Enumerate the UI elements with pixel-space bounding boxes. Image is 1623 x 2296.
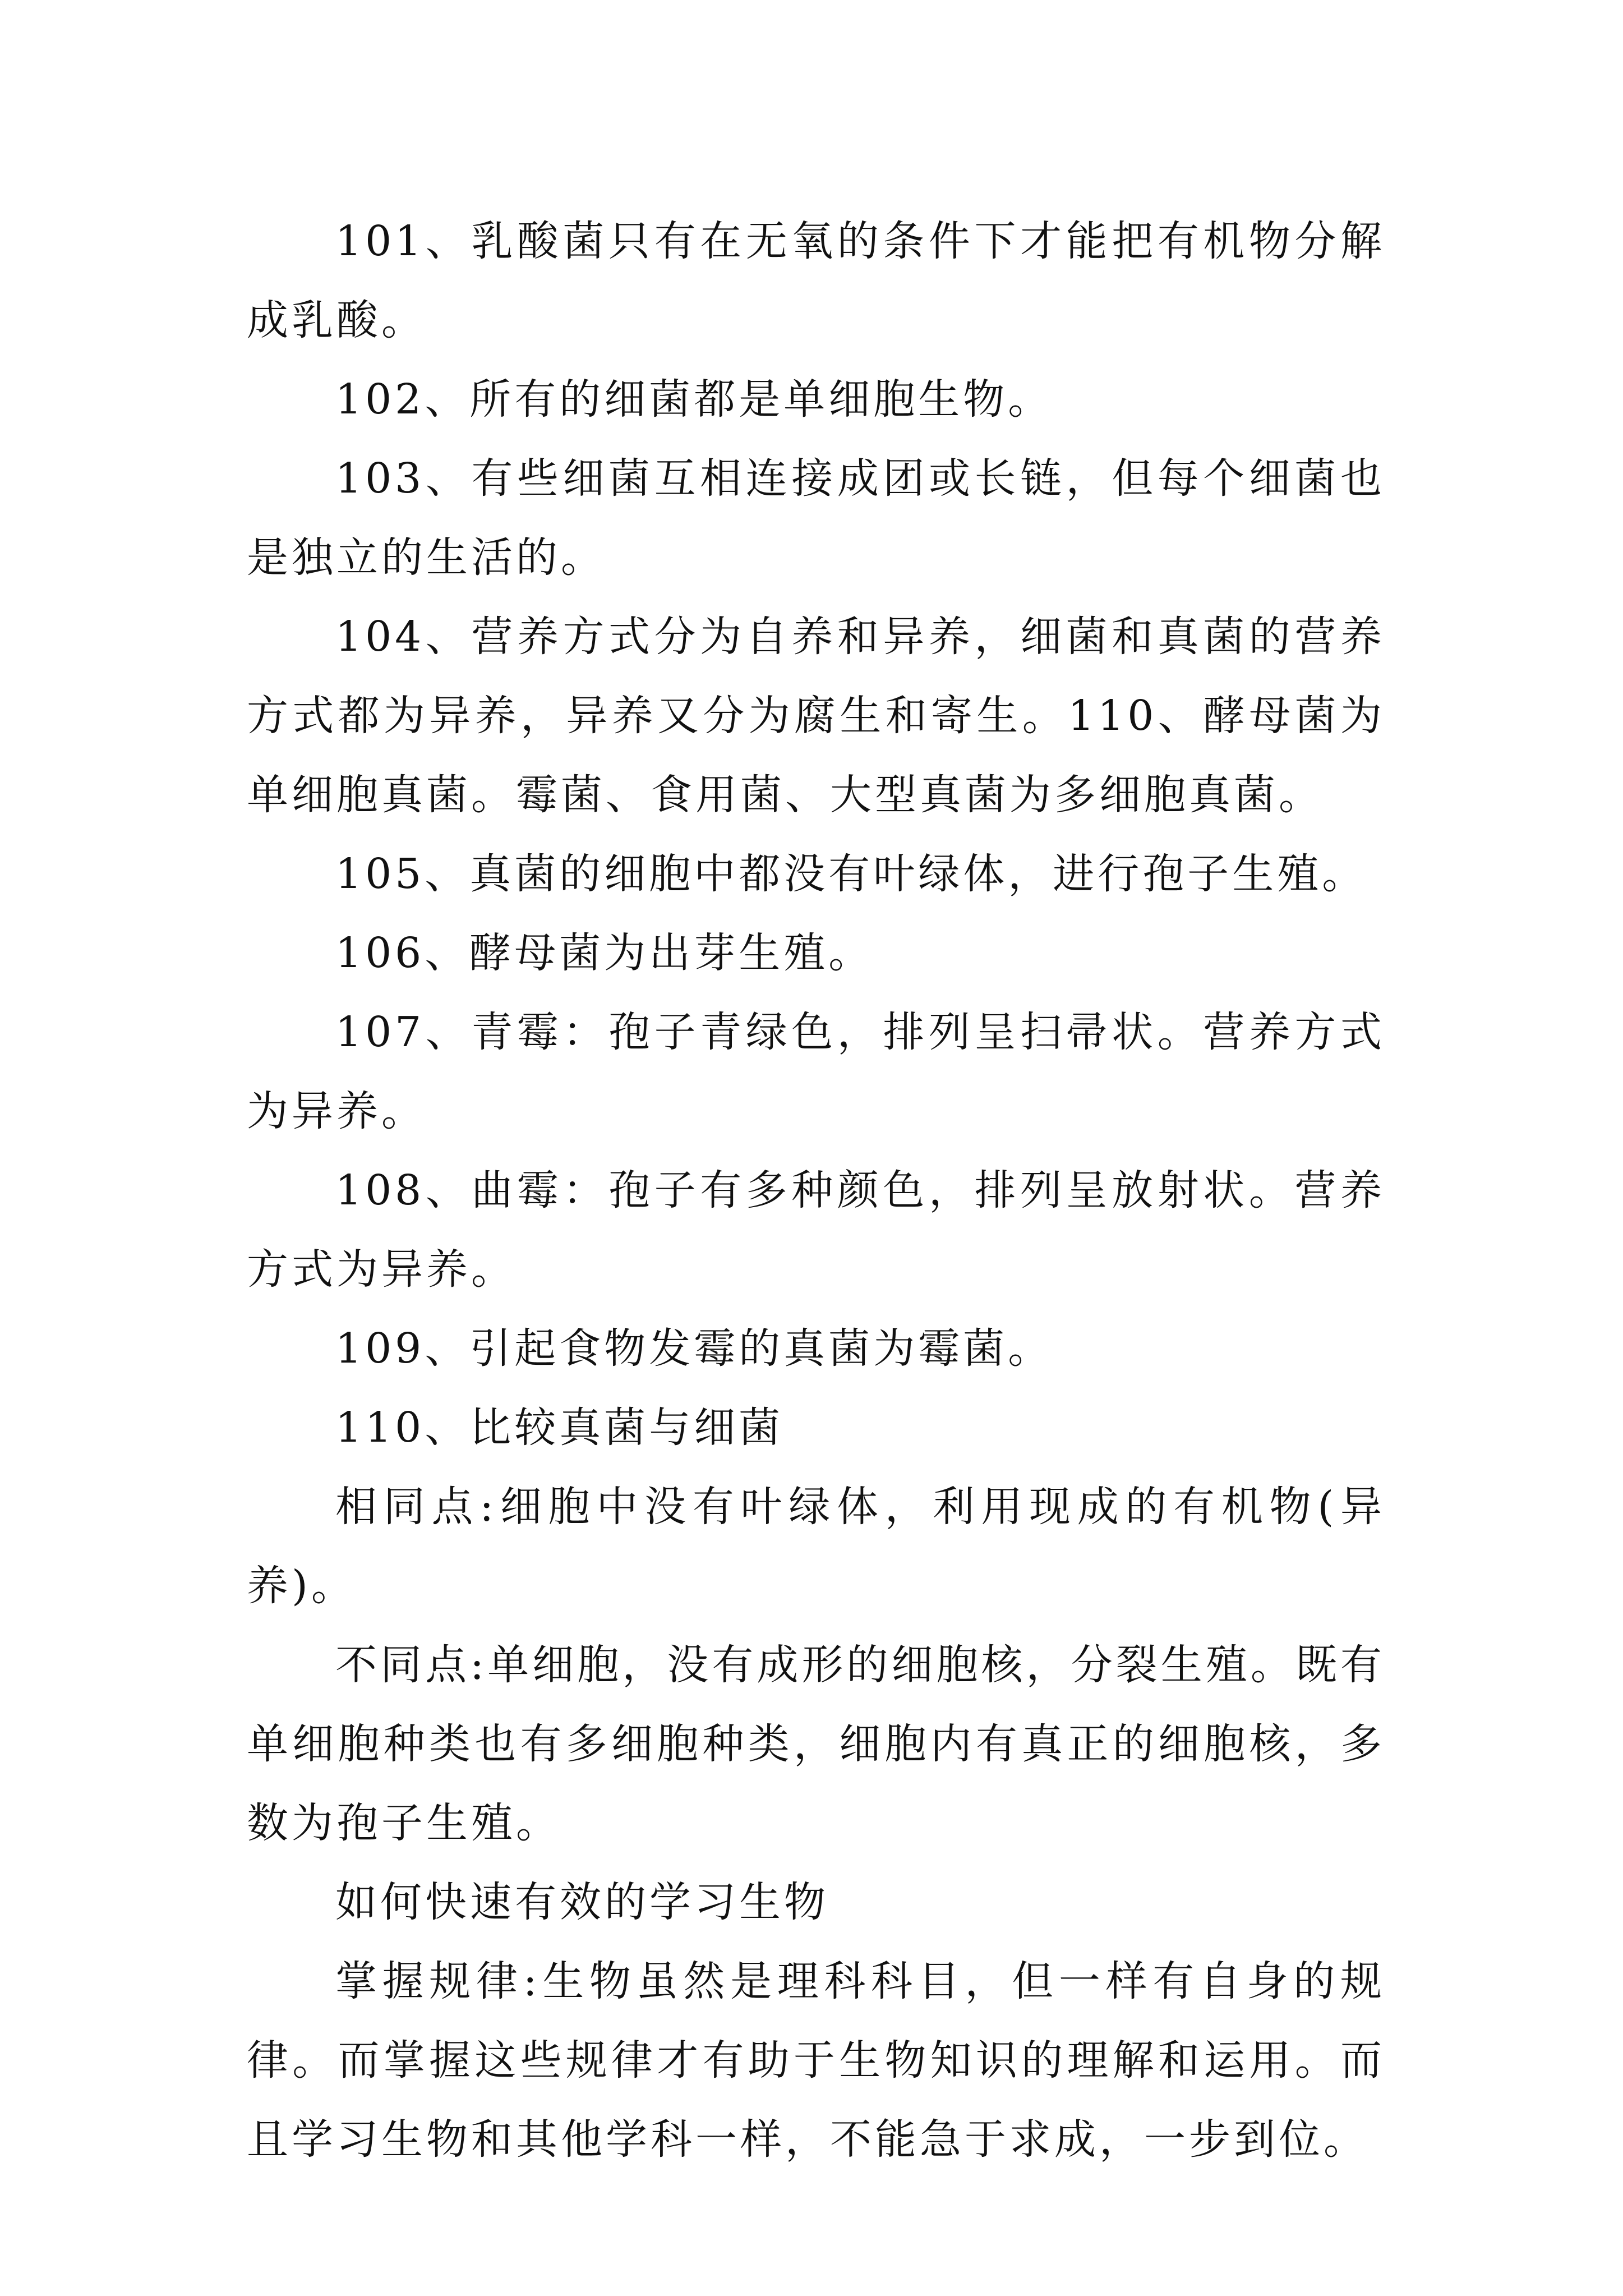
paragraph-study-tips: 掌握规律:生物虽然是理科科目，但一样有自身的规律。而掌握这些规律才有助于生物知识的理解和运用。而且学习生物和其他学科一样，不能急于求成，一步到位。 bbox=[247, 1957, 1385, 2164]
paragraph-102: 102、所有的细菌都是单细胞生物。 bbox=[335, 375, 1053, 424]
paragraph-106: 106、酵母菌为出芽生殖。 bbox=[335, 929, 874, 977]
paragraph-differences: 不同点:单细胞，没有成形的细胞核，分裂生殖。既有单细胞种类也有多细胞种类，细胞内有真正的细胞核，多数为孢子生殖。 bbox=[247, 1641, 1385, 1847]
paragraph-101: 101、乳酸菌只有在无氧的条件下才能把有机物分解成乳酸。 bbox=[247, 217, 1385, 344]
paragraph-104: 104、营养方式分为自养和异养，细菌和真菌的营养方式都为异养，异养又分为腐生和寄生。110、酵母菌为单细胞真菌。霉菌、食用菌、大型真菌为多细胞真菌。 bbox=[247, 613, 1385, 819]
paragraph-similarities: 相同点:细胞中没有叶绿体，利用现成的有机物(异养)。 bbox=[247, 1483, 1385, 1610]
document-body bbox=[247, 202, 1385, 2179]
paragraph-110: 110、比较真菌与细菌 bbox=[335, 1404, 784, 1452]
section-heading: 如何快速有效的学习生物 bbox=[335, 1878, 829, 1926]
paragraph-107: 107、青霉：孢子青绿色，排列呈扫帚状。营养方式为异养。 bbox=[247, 1008, 1385, 1135]
paragraph-103: 103、有些细菌互相连接成团或长链，但每个细菌也是独立的生活的。 bbox=[247, 454, 1385, 582]
paragraph-105: 105、真菌的细胞中都没有叶绿体，进行孢子生殖。 bbox=[335, 850, 1367, 898]
paragraph-109: 109、引起食物发霉的真菌为霉菌。 bbox=[335, 1324, 1053, 1373]
paragraph-108: 108、曲霉：孢子有多种颜色，排列呈放射状。营养方式为异养。 bbox=[247, 1166, 1385, 1294]
